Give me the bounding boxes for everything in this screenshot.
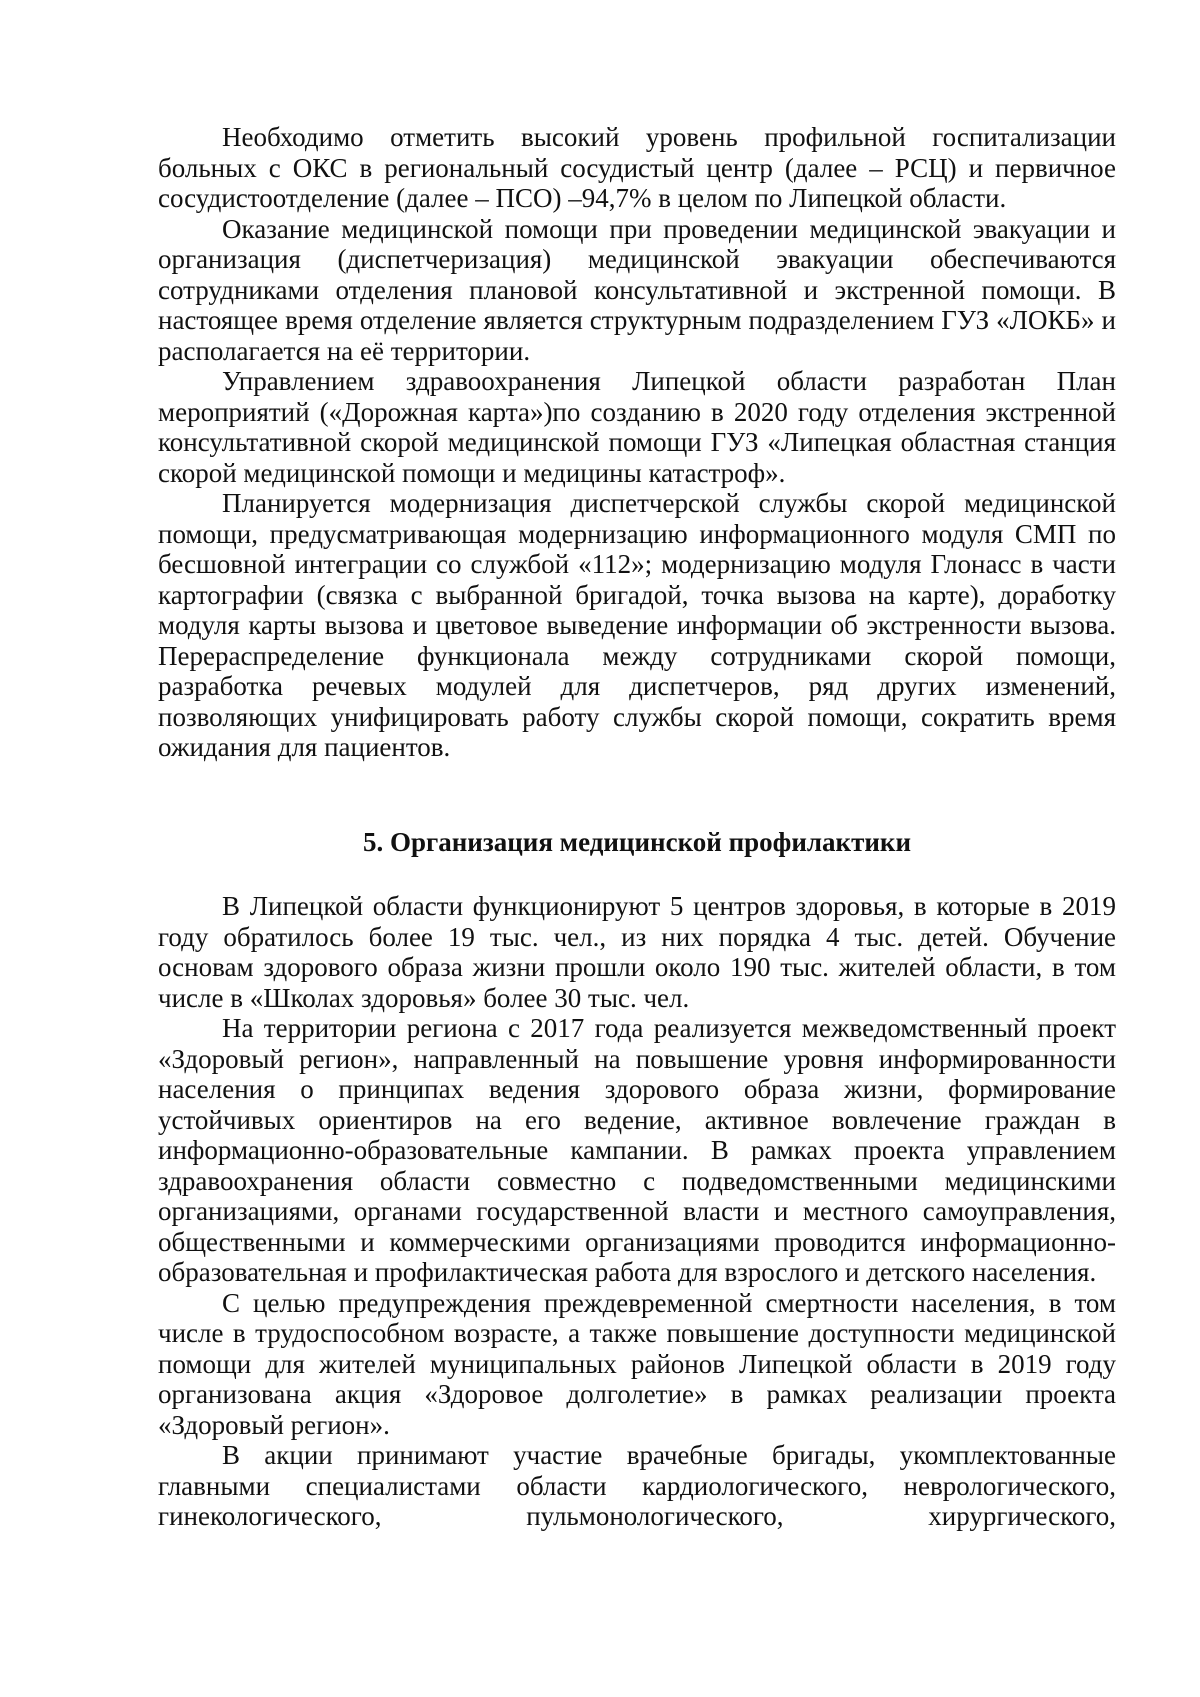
paragraph-evacuation: Оказание медицинской помощи при проведении медицинской эвакуации и организация (диспетчеризация) медицинской эвакуации обеспечиваются сотрудниками отделения плановой консультативной и экстренной помощи. В настоящее время отделение является структурным подразделением ГУЗ «ЛОКБ» и располагается на её территории. (158, 213, 1116, 366)
paragraph-healthy-region: На территории региона с 2017 года реализуется межведомственный проект «Здоровый регион», направленный на повышение уровня информированности населения о принципах ведения здорового образа жизни, формирование устойчивых ориентиров на его ведение, активное вовлечение граждан в информационно-образовательные кампании. В рамках проекта управлением здравоохранения области совместно с подведомственными медицинскими организациями, органами государственной власти и местного самоуправления, общественными и коммерческими организациями проводится информационно-образовательная и профилактическая работа для взрослого и детского населения. (158, 1013, 1116, 1287)
section-heading: 5. Организация медицинской профилактики (362, 826, 912, 857)
paragraph-dispatch-modernization: Планируется модернизация диспетчерской службы скорой медицинской помощи, предусматривающая модернизацию информационного модуля СМП по бесшовной интеграции со службой «112»; модернизацию модуля Глонасс в части картографии (связка с выбранной бригадой, точка вызова на карте), доработку модуля карты вызова и цветовое выведение информации об экстренности вызова. Перераспределение функционала между сотрудниками скорой помощи, разработка речевых модулей для диспетчеров, ряд других изменений, позволяющих унифицировать работу службы скорой помощи, сократить время ожидания для пациентов. (158, 488, 1116, 762)
paragraph-roadmap: Управлением здравоохранения Липецкой области разработан План мероприятий («Дорожная карта»)по созданию в 2020 году отделения экстренной консультативной скорой медицинской помощи ГУЗ «Липецкая областная станция скорой медицинской помощи и медицины катастроф». (158, 366, 1116, 488)
paragraph-health-centers: В Липецкой области функционируют 5 центров здоровья, в которые в 2019 году обратилось более 19 тыс. чел., из них порядка 4 тыс. детей. Обучение основам здорового образа жизни прошли около 190 тыс. жителей области, в том числе в «Школах здоровья» более 30 тыс. чел. (158, 891, 1116, 1013)
paragraph-hospitalization: Необходимо отметить высокий уровень профильной госпитализации больных с ОКС в региональный сосудистый центр (далее – РСЦ) и первичное сосудистоотделение (далее – ПСО) –94,7% в целом по Липецкой области. (158, 122, 1116, 213)
paragraph-medical-teams: В акции принимают участие врачебные бригады, укомплектованные главными специалистами области кардиологического, неврологического, гинекологического, пульмонологического, хирургического, (158, 1440, 1116, 1531)
paragraph-healthy-longevity: С целью предупреждения преждевременной смертности населения, в том числе в трудоспособном возрасте, а также повышение доступности медицинской помощи для жителей муниципальных районов Липецкой области в 2019 году организована акция «Здоровое долголетие» в рамках реализации проекта «Здоровый регион». (158, 1287, 1116, 1440)
document-page (158, 122, 1116, 1532)
